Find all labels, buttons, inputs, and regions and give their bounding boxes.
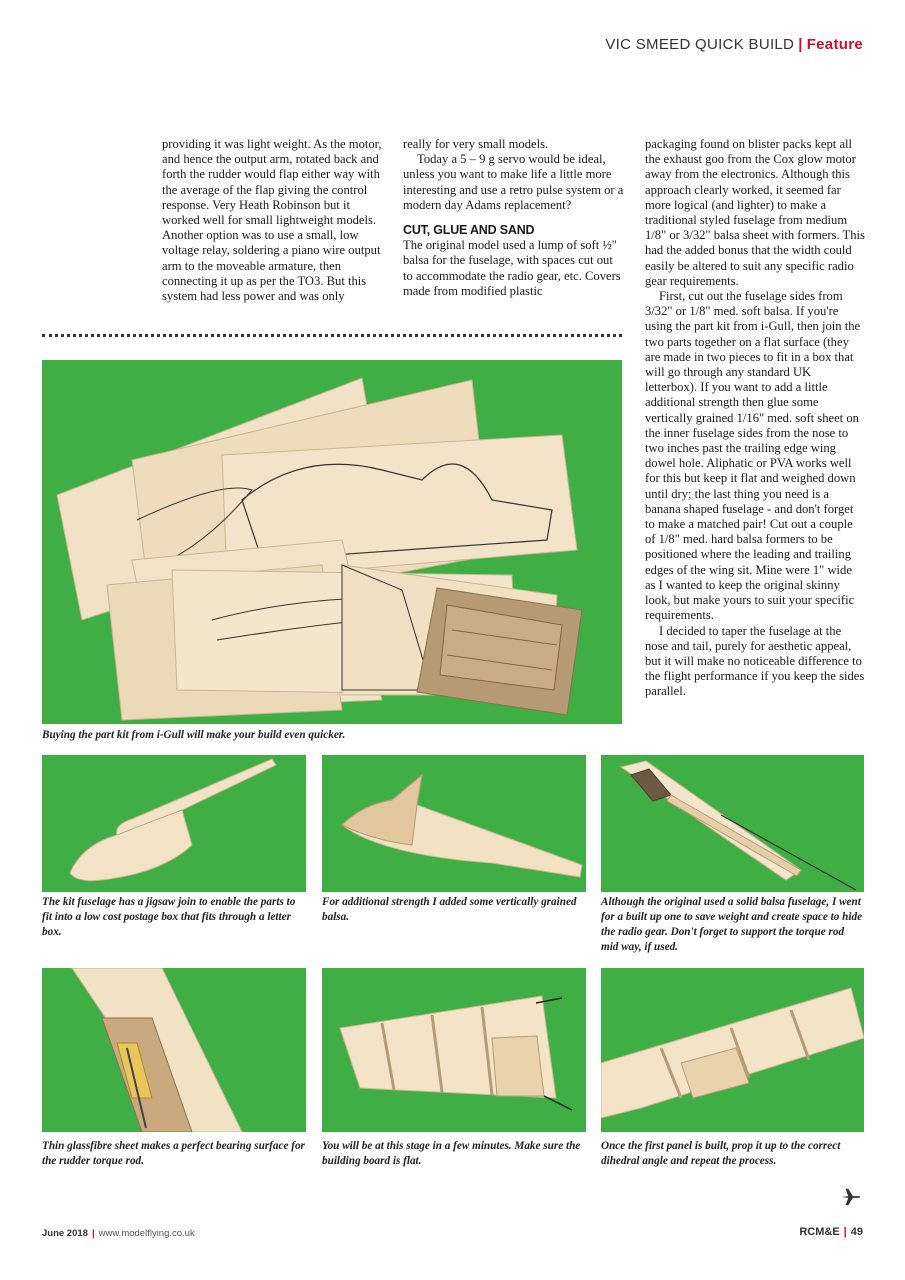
category-label: Feature — [806, 36, 863, 53]
dotted-divider — [42, 334, 622, 337]
photo-caption: You will be at this stage in a few minutes. Make sure the building board is flat. — [322, 1140, 581, 1167]
paragraph: packaging found on blister packs kept all the exhaust goo from the Cox glow motor away from the electronics. Although this approach clearly worked, it seemed far more logical (and lighter) to make a traditional styled fuselage from medium 1/8" or 3/32" balsa sheet with formers. This had the added bonus that the width could easily be altered to suit any specific radio gear requirements. — [645, 137, 865, 288]
section-title: VIC SMEED QUICK BUILD — [605, 36, 795, 53]
photo-dihedral — [601, 968, 864, 1132]
footer-divider: | — [843, 1226, 847, 1238]
balsa-kit-illustration — [42, 360, 622, 724]
paragraph: really for very small models. — [403, 137, 549, 151]
footer-divider: | — [91, 1228, 95, 1239]
fuselage-side-illustration — [42, 755, 306, 892]
main-photo-balsa-kit — [42, 360, 622, 724]
paragraph: Today a 5 – 9 g servo would be ideal, unless you want to make life a little more interesting and use a retro pulse system or a modern day Adams replacement? — [403, 152, 624, 212]
torque-rod-bearing-illustration — [42, 968, 306, 1132]
website-link[interactable]: www.modelflying.co.uk — [98, 1228, 195, 1239]
photo-caption: The kit fuselage has a jigsaw join to enable the parts to fit into a low cost postage box that fits through a letter box. — [42, 896, 296, 938]
photo-caption: Although the original used a solid balsa fuselage, I went for a built up one to save weight and create space to hide the radio gear. Don't forget to support the torque rod mid way, if used. — [601, 896, 863, 953]
dihedral-wing-illustration — [601, 968, 864, 1132]
footer-right — [799, 1226, 863, 1238]
text-column-1 — [162, 137, 384, 304]
built-up-fuselage-illustration — [601, 755, 864, 892]
text-column-2 — [403, 137, 625, 299]
paragraph: The original model used a lump of soft ½" balsa for the fuselage, with spaces cut out to accommodate the radio gear, etc. Covers made from modified plastic — [403, 238, 621, 298]
footer-left — [42, 1228, 195, 1239]
issue-date: June 2018 — [42, 1228, 88, 1239]
main-photo-caption: Buying the part kit from i-Gull will make your build even quicker. — [42, 729, 346, 741]
magazine-name: RCM&E — [799, 1226, 840, 1238]
photo-vertical-grain — [322, 755, 586, 892]
photo-fuselage-jigsaw — [42, 755, 306, 892]
photo-glassfibre-bearing — [42, 968, 306, 1132]
photo-built-up-fuselage — [601, 755, 864, 892]
fuselage-reinforced-illustration — [322, 755, 586, 892]
photo-wing-panel — [322, 968, 586, 1132]
text-column-3 — [645, 137, 865, 700]
paragraph: First, cut out the fuselage sides from 3/32" or 1/8" med. soft balsa. If you're using the part kit from i-Gull, then join the two parts together on a flat surface (they are made in two pieces to fit in a box that will go through any standard UK letterbox). If you want to add a little additional strength then glue some vertically grained 1/16" med. soft sheet on the inner fuselage sides from the nose to two inches past the trailing edge wing dowel hole. Aliphatic or PVA works well for this but keep it flat and weighed down until dry; the last thing you need is a banana shaped fuselage - and don't forget to make a matched pair! Cut out a couple of 1/8" med. hard balsa formers to be positioned where the leading and trailing edges of the wing sit. Mine were 1" wide as I wanted to keep the original skinny look, but make yours to suit your specific requirements. — [645, 289, 861, 623]
airplane-icon — [840, 1186, 862, 1208]
page-header — [605, 36, 863, 53]
header-divider: | — [798, 36, 803, 53]
photo-caption: Once the first panel is built, prop it up to the correct dihedral angle and repeat the process. — [601, 1140, 841, 1167]
page-number: 49 — [850, 1226, 863, 1238]
paragraph: I decided to taper the fuselage at the nose and tail, purely for aesthetic appeal, but it will make no noticeable difference to the flight performance if you keep the sides parallel. — [645, 623, 865, 699]
section-heading: CUT, GLUE AND SAND — [403, 223, 535, 238]
wing-panel-illustration — [322, 968, 586, 1132]
photo-caption: For additional strength I added some vertically grained balsa. — [322, 896, 577, 923]
paragraph: providing it was light weight. As the motor, and hence the output arm, rotated back and forth the rudder would flap either way with the average of the flap giving the control response. Very Heath Robinson but it worked well for small lightweight models. Another option was to use a small, low voltage relay, soldering a piano wire output arm to the moveable armature, then connecting it up as per the TO3. But this system had less power and was only — [162, 137, 382, 304]
photo-caption: Thin glassfibre sheet makes a perfect bearing surface for the rudder torque rod. — [42, 1140, 305, 1167]
